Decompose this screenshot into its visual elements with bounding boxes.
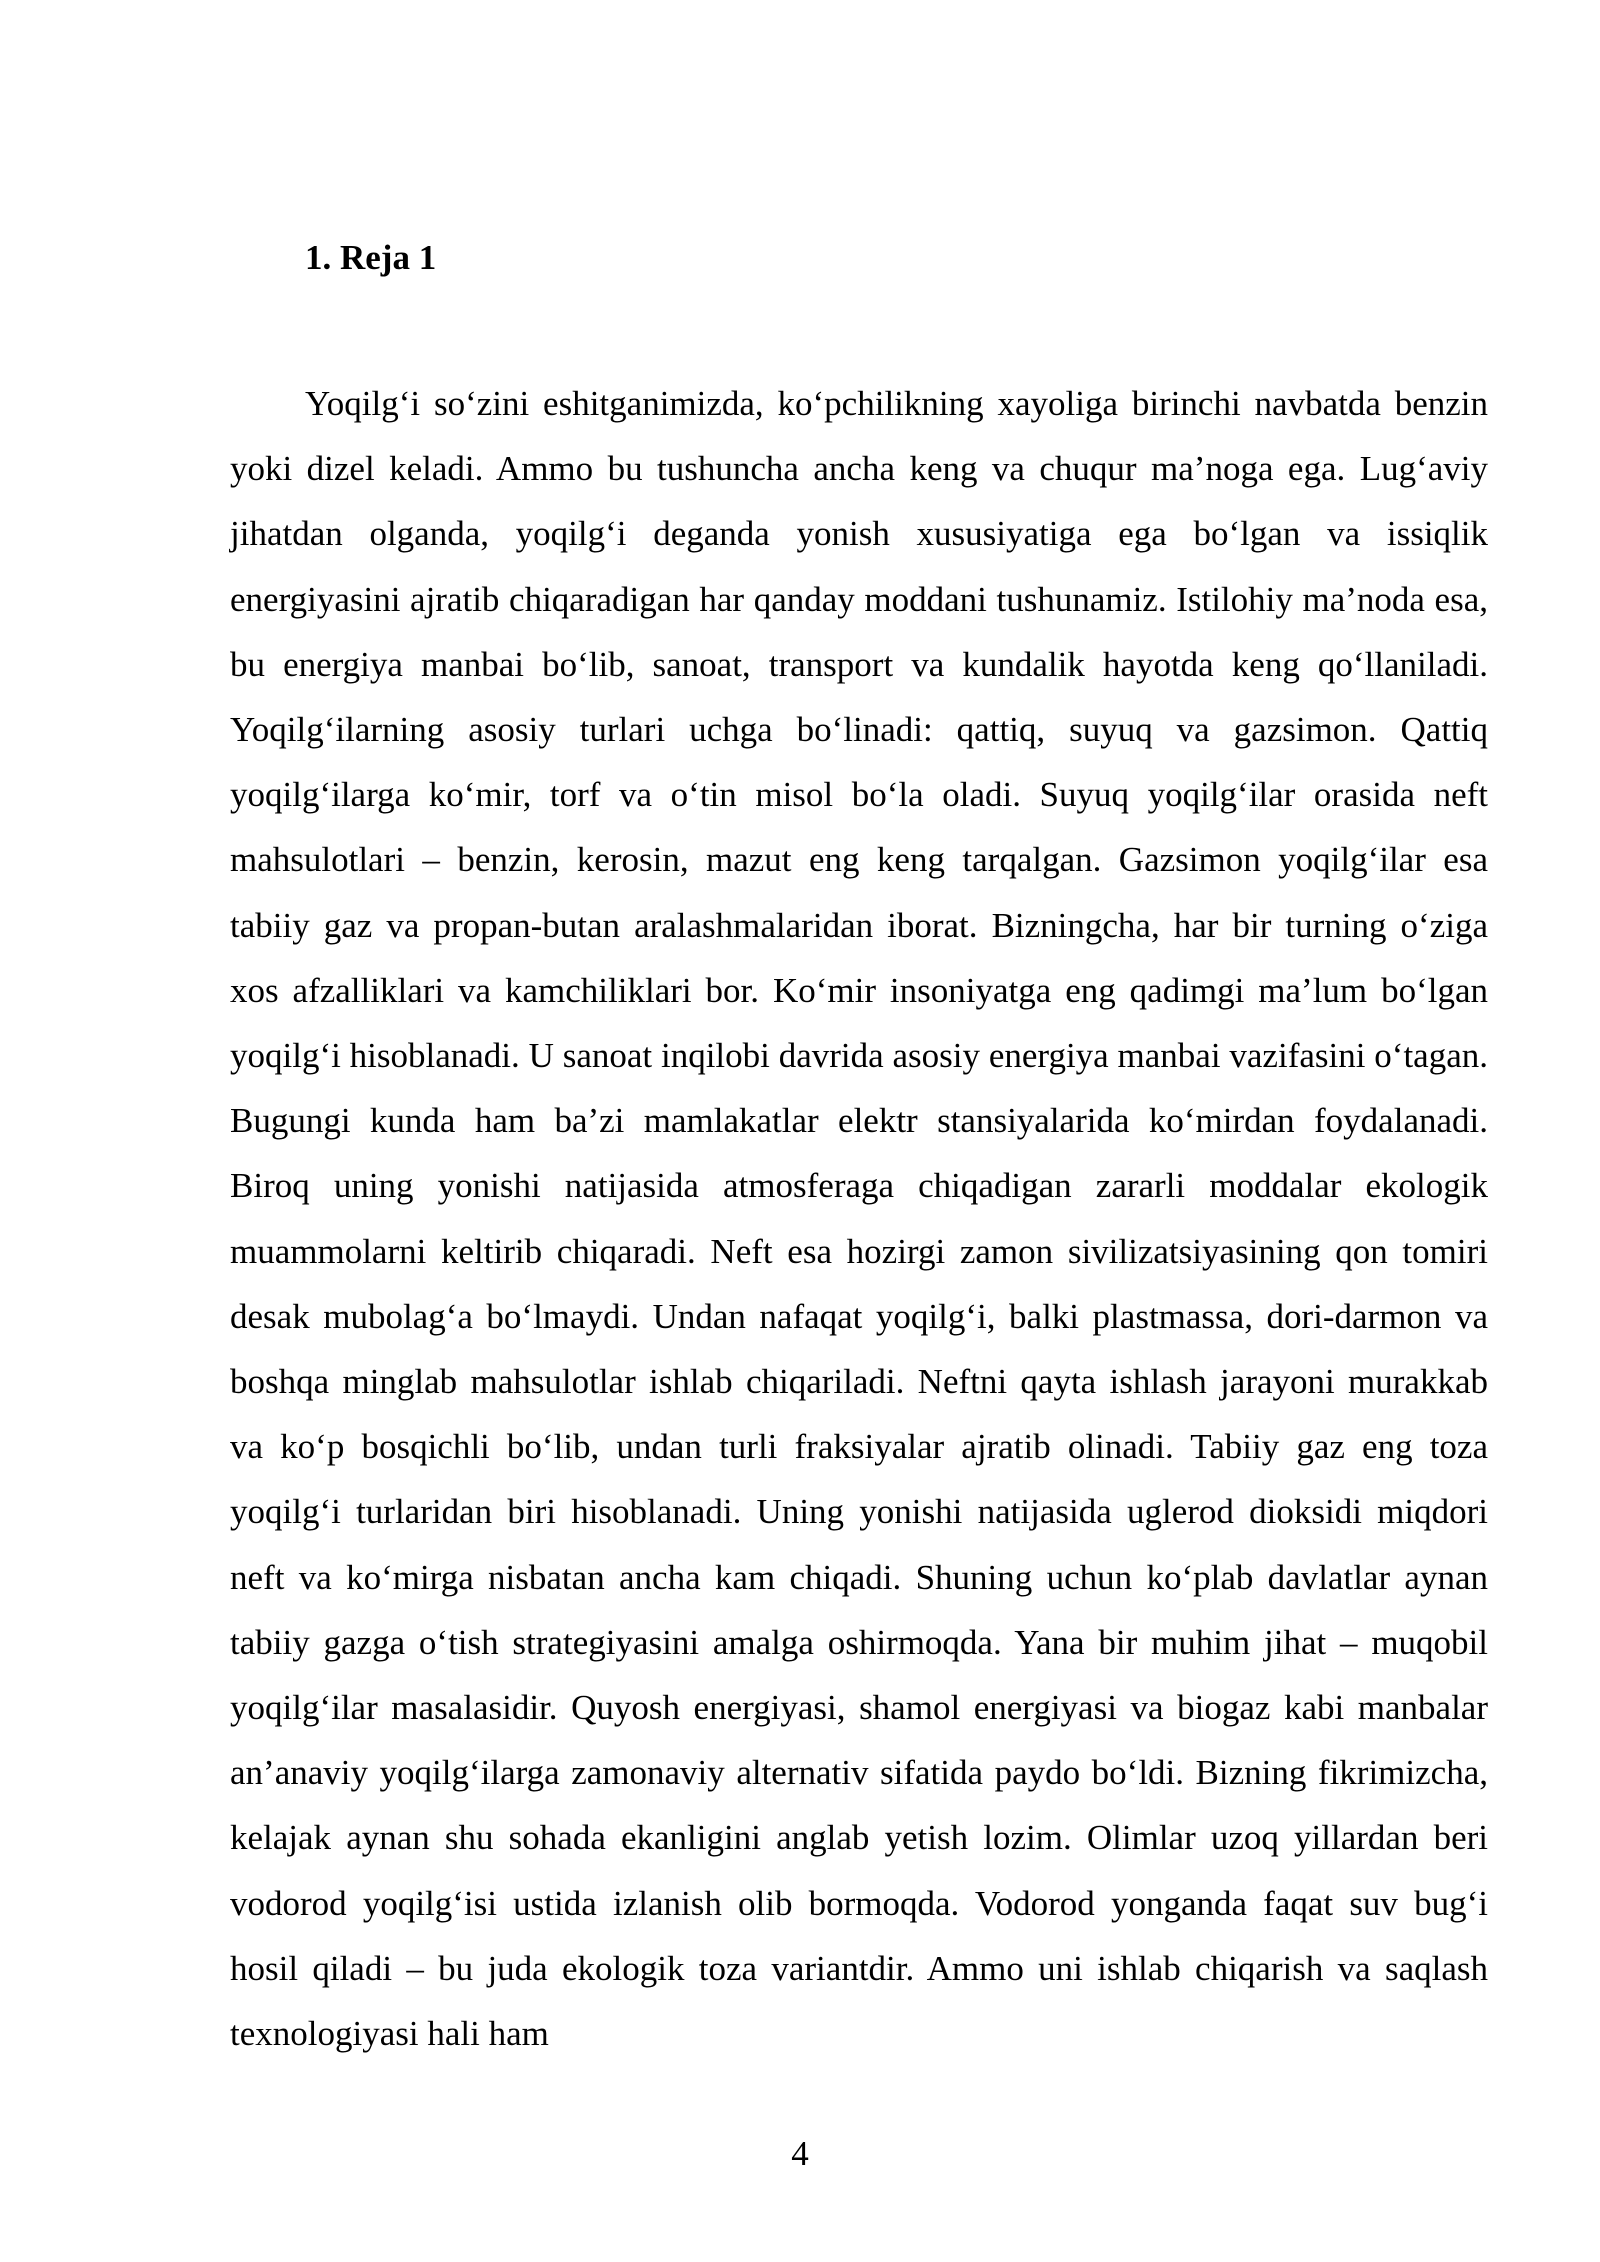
body-paragraph: Yoqilg‘i so‘zini eshitganimizda, ko‘pchilikning xayoliga birinchi navbatda benzin yoki dizel keladi. Ammo bu tushuncha ancha keng va chuqur ma’noga ega. Lug‘aviy jihatdan olganda, yoqilg‘i deganda yonish xususiyatiga ega bo‘lgan va issiqlik energiyasini ajratib chiqaradigan har qanday moddani tushunamiz. Istilohiy ma’noda esa, bu energiya manbai bo‘lib, sanoat, transport va kundalik hayotda keng qo‘llaniladi. Yoqilg‘ilarning asosiy turlari uchga bo‘linadi: qattiq, suyuq va gazsimon. Qattiq yoqilg‘ilarga ko‘mir, torf va o‘tin misol bo‘la oladi. Suyuq yoqilg‘ilar orasida neft mahsulotlari – benzin, kerosin, mazut eng keng tarqalgan. Gazsimon yoqilg‘ilar esa tabiiy gaz va propan-butan aralashmalaridan iborat. Bizningcha, har bir turning o‘ziga xos afzalliklari va kamchiliklari bor. Ko‘mir insoniyatga eng qadimgi ma’lum bo‘lgan yoqilg‘i hisoblanadi. U sanoat inqilobi davrida asosiy energiya manbai vazifasini o‘tagan. Bugungi kunda ham ba’zi mamlakatlar elektr stansiyalarida ko‘mirdan foydalanadi. Biroq uning yonishi natijasida atmosferaga chiqadigan zararli moddalar ekologik muammolarni keltirib chiqaradi. Neft esa hozirgi zamon sivilizatsiyasining qon tomiri desak mubolag‘a bo‘lmaydi. Undan nafaqat yoqilg‘i, balki plastmassa, dori-darmon va boshqa minglab mahsulotlar ishlab chiqariladi. Neftni qayta ishlash jarayoni murakkab va ko‘p bosqichli bo‘lib, undan turli fraksiyalar ajratib olinadi. Tabiiy gaz eng toza yoqilg‘i turlaridan biri hisoblanadi. Uning yonishi natijasida uglerod dioksidi miqdori neft va ko‘mirga nisbatan ancha kam chiqadi. Shuning uchun ko‘plab davlatlar aynan tabiiy gazga o‘tish strategiyasini amalga oshirmoqda. Yana bir muhim jihat – muqobil yoqilg‘ilar masalasidir. Quyosh energiyasi, shamol energiyasi va biogaz kabi manbalar an’anaviy yoqilg‘ilarga zamonaviy alternativ sifatida paydo bo‘ldi. Bizning fikrimizcha, kelajak aynan shu sohada ekanligini anglab yetish lozim. Olimlar uzoq yillardan beri vodorod yoqilg‘isi ustida izlanish olib bormoqda. Vodorod yonganda faqat suv bug‘i hosil qiladi – bu juda ekologik toza variantdir. Ammo uni ishlab chiqarish va saqlash texnologiyasi hali ham — [230, 384, 1488, 2054]
section-heading: 1. Reja 1 — [305, 238, 437, 277]
page-number: 4 — [791, 2134, 809, 2173]
